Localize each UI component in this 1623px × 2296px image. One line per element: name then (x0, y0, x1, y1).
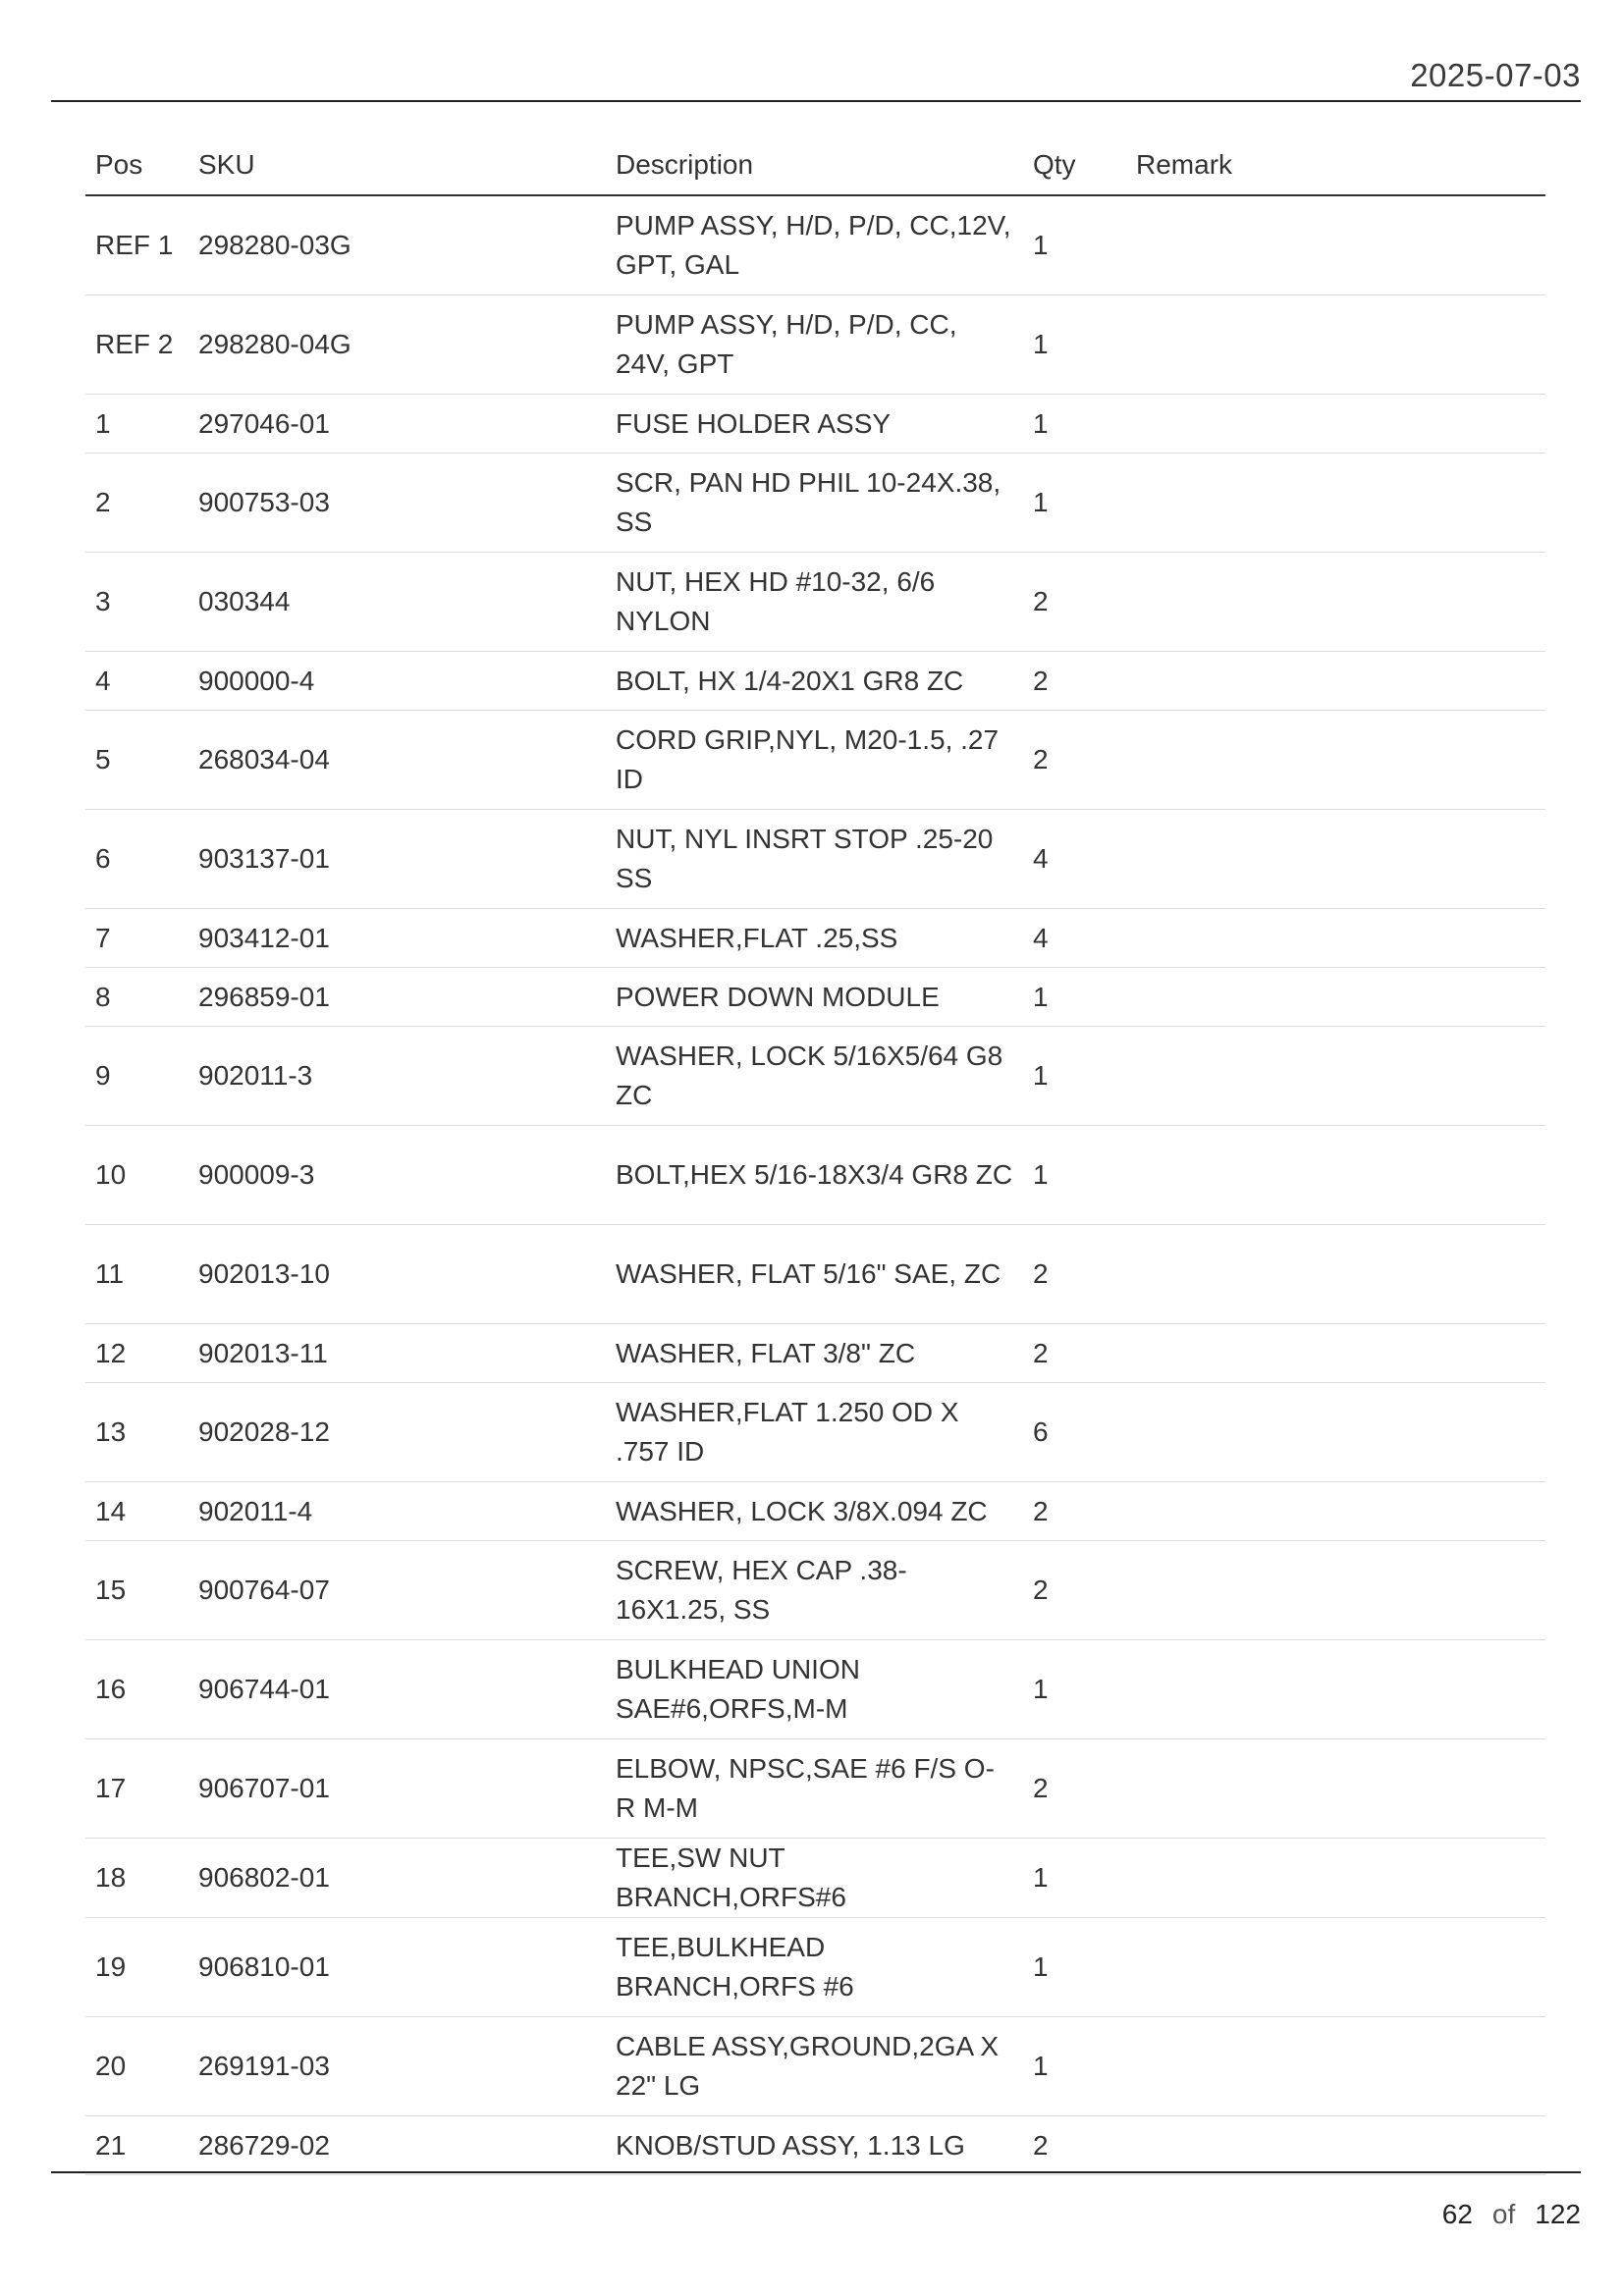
total-page-count: 122 (1535, 2199, 1581, 2229)
cell-pos: 5 (85, 711, 189, 810)
cell-pos: 10 (85, 1126, 189, 1225)
cell-remark (1126, 810, 1545, 909)
cell-pos: 13 (85, 1383, 189, 1482)
column-header-remark: Remark (1126, 137, 1545, 195)
cell-qty: 1 (1023, 195, 1126, 295)
table-row (85, 652, 1545, 711)
cell-qty: 1 (1023, 1918, 1126, 2017)
cell-description: SCREW, HEX CAP .38-16X1.25, SS (606, 1541, 1023, 1640)
cell-remark (1126, 195, 1545, 295)
cell-description: WASHER, FLAT 5/16" SAE, ZC (606, 1225, 1023, 1324)
cell-qty: 2 (1023, 1482, 1126, 1541)
cell-sku: 900764-07 (189, 1541, 606, 1640)
cell-description: NUT, HEX HD #10-32, 6/6 NYLON (606, 553, 1023, 652)
cell-sku: 900000-4 (189, 652, 606, 711)
cell-sku: 906802-01 (189, 1839, 606, 1918)
column-header-pos: Pos (85, 137, 189, 195)
cell-pos: 2 (85, 454, 189, 553)
cell-description: BULKHEAD UNION SAE#6,ORFS,M-M (606, 1640, 1023, 1739)
cell-pos: 16 (85, 1640, 189, 1739)
cell-sku: 902011-3 (189, 1027, 606, 1126)
cell-sku: 902028-12 (189, 1383, 606, 1482)
cell-sku: 286729-02 (189, 2116, 606, 2175)
table-row (85, 195, 1545, 295)
cell-description: WASHER, LOCK 5/16X5/64 G8 ZC (606, 1027, 1023, 1126)
table-row (85, 553, 1545, 652)
cell-sku: 902013-11 (189, 1324, 606, 1383)
cell-pos: 18 (85, 1839, 189, 1918)
cell-sku: 268034-04 (189, 711, 606, 810)
cell-sku: 902011-4 (189, 1482, 606, 1541)
cell-pos: 8 (85, 968, 189, 1027)
table-row (85, 711, 1545, 810)
cell-qty: 2 (1023, 553, 1126, 652)
cell-remark (1126, 2116, 1545, 2175)
table-header-row (85, 137, 1545, 195)
page-indicator (1442, 2199, 1581, 2230)
cell-remark (1126, 1324, 1545, 1383)
cell-description: PUMP ASSY, H/D, P/D, CC, 24V, GPT (606, 295, 1023, 395)
cell-description: BOLT,HEX 5/16-18X3/4 GR8 ZC (606, 1126, 1023, 1225)
cell-description: CABLE ASSY,GROUND,2GA X 22" LG (606, 2017, 1023, 2116)
cell-sku: 900753-03 (189, 454, 606, 553)
cell-description: PUMP ASSY, H/D, P/D, CC,12V, GPT, GAL (606, 195, 1023, 295)
table-row (85, 1126, 1545, 1225)
cell-pos: 6 (85, 810, 189, 909)
cell-remark (1126, 2017, 1545, 2116)
cell-remark (1126, 1918, 1545, 2017)
cell-pos: 15 (85, 1541, 189, 1640)
table-row (85, 1739, 1545, 1839)
cell-description: WASHER, LOCK 3/8X.094 ZC (606, 1482, 1023, 1541)
cell-pos: REF 2 (85, 295, 189, 395)
cell-pos: 9 (85, 1027, 189, 1126)
table-row (85, 2116, 1545, 2175)
table-row (85, 909, 1545, 968)
cell-qty: 2 (1023, 711, 1126, 810)
cell-pos: 14 (85, 1482, 189, 1541)
cell-remark (1126, 711, 1545, 810)
cell-remark (1126, 1383, 1545, 1482)
cell-sku: 030344 (189, 553, 606, 652)
cell-remark (1126, 553, 1545, 652)
cell-pos: 1 (85, 395, 189, 454)
table-row (85, 1027, 1545, 1126)
table-header (85, 137, 1545, 195)
cell-remark (1126, 1482, 1545, 1541)
cell-pos: REF 1 (85, 195, 189, 295)
parts-list-table (85, 137, 1545, 2175)
cell-sku: 906744-01 (189, 1640, 606, 1739)
table-row (85, 1324, 1545, 1383)
table-body (85, 195, 1545, 2175)
column-header-description: Description (606, 137, 1023, 195)
cell-pos: 11 (85, 1225, 189, 1324)
cell-sku: 297046-01 (189, 395, 606, 454)
table-row (85, 1918, 1545, 2017)
cell-qty: 2 (1023, 1324, 1126, 1383)
cell-pos: 7 (85, 909, 189, 968)
cell-remark (1126, 1126, 1545, 1225)
cell-description: WASHER, FLAT 3/8" ZC (606, 1324, 1023, 1383)
cell-description: WASHER,FLAT 1.250 OD X .757 ID (606, 1383, 1023, 1482)
cell-qty: 2 (1023, 1541, 1126, 1640)
cell-remark (1126, 1541, 1545, 1640)
cell-sku: 902013-10 (189, 1225, 606, 1324)
cell-description: WASHER,FLAT .25,SS (606, 909, 1023, 968)
column-header-qty: Qty (1023, 137, 1126, 195)
table-row (85, 1383, 1545, 1482)
cell-pos: 21 (85, 2116, 189, 2175)
cell-sku: 269191-03 (189, 2017, 606, 2116)
table-row (85, 1839, 1545, 1918)
cell-qty: 1 (1023, 2017, 1126, 2116)
document-date: 2025-07-03 (1410, 57, 1581, 93)
cell-description: NUT, NYL INSRT STOP .25-20 SS (606, 810, 1023, 909)
table-row (85, 1482, 1545, 1541)
cell-sku: 903412-01 (189, 909, 606, 968)
cell-qty: 2 (1023, 1225, 1126, 1324)
current-page-number: 62 (1441, 2199, 1473, 2229)
cell-description: TEE,SW NUT BRANCH,ORFS#6 (606, 1839, 1023, 1918)
cell-qty: 1 (1023, 1027, 1126, 1126)
cell-remark (1126, 454, 1545, 553)
column-header-sku: SKU (189, 137, 606, 195)
cell-sku: 900009-3 (189, 1126, 606, 1225)
cell-qty: 4 (1023, 909, 1126, 968)
cell-qty: 2 (1023, 1739, 1126, 1839)
cell-pos: 3 (85, 553, 189, 652)
cell-sku: 296859-01 (189, 968, 606, 1027)
cell-qty: 2 (1023, 2116, 1126, 2175)
cell-qty: 1 (1023, 968, 1126, 1027)
table-row (85, 395, 1545, 454)
table-row (85, 454, 1545, 553)
cell-remark (1126, 652, 1545, 711)
cell-pos: 19 (85, 1918, 189, 2017)
cell-description: KNOB/STUD ASSY, 1.13 LG (606, 2116, 1023, 2175)
cell-qty: 6 (1023, 1383, 1126, 1482)
cell-sku: 903137-01 (189, 810, 606, 909)
cell-description: BOLT, HX 1/4-20X1 GR8 ZC (606, 652, 1023, 711)
cell-remark (1126, 1739, 1545, 1839)
cell-remark (1126, 1225, 1545, 1324)
table-row (85, 1541, 1545, 1640)
cell-qty: 1 (1023, 395, 1126, 454)
cell-pos: 4 (85, 652, 189, 711)
cell-sku: 298280-03G (189, 195, 606, 295)
cell-remark (1126, 295, 1545, 395)
page-of-label: of (1491, 2199, 1516, 2229)
cell-description: CORD GRIP,NYL, M20-1.5, .27 ID (606, 711, 1023, 810)
cell-sku: 906810-01 (189, 1918, 606, 2017)
cell-pos: 12 (85, 1324, 189, 1383)
table-row (85, 968, 1545, 1027)
table-row (85, 295, 1545, 395)
cell-description: SCR, PAN HD PHIL 10-24X.38, SS (606, 454, 1023, 553)
table-row (85, 1225, 1545, 1324)
cell-remark (1126, 1839, 1545, 1918)
cell-remark (1126, 1640, 1545, 1739)
cell-pos: 17 (85, 1739, 189, 1839)
cell-remark (1126, 968, 1545, 1027)
cell-remark (1126, 395, 1545, 454)
cell-qty: 4 (1023, 810, 1126, 909)
cell-sku: 906707-01 (189, 1739, 606, 1839)
footer-divider (51, 2171, 1581, 2173)
cell-description: TEE,BULKHEAD BRANCH,ORFS #6 (606, 1918, 1023, 2017)
cell-description: POWER DOWN MODULE (606, 968, 1023, 1027)
cell-description: ELBOW, NPSC,SAE #6 F/S O-R M-M (606, 1739, 1023, 1839)
table-row (85, 810, 1545, 909)
cell-qty: 1 (1023, 1126, 1126, 1225)
cell-qty: 1 (1023, 1640, 1126, 1739)
cell-pos: 20 (85, 2017, 189, 2116)
table-row (85, 2017, 1545, 2116)
cell-qty: 1 (1023, 454, 1126, 553)
cell-qty: 1 (1023, 295, 1126, 395)
cell-description: FUSE HOLDER ASSY (606, 395, 1023, 454)
cell-qty: 1 (1023, 1839, 1126, 1918)
cell-remark (1126, 909, 1545, 968)
header-divider (51, 100, 1581, 102)
cell-qty: 2 (1023, 652, 1126, 711)
table-row (85, 1640, 1545, 1739)
cell-remark (1126, 1027, 1545, 1126)
cell-sku: 298280-04G (189, 295, 606, 395)
